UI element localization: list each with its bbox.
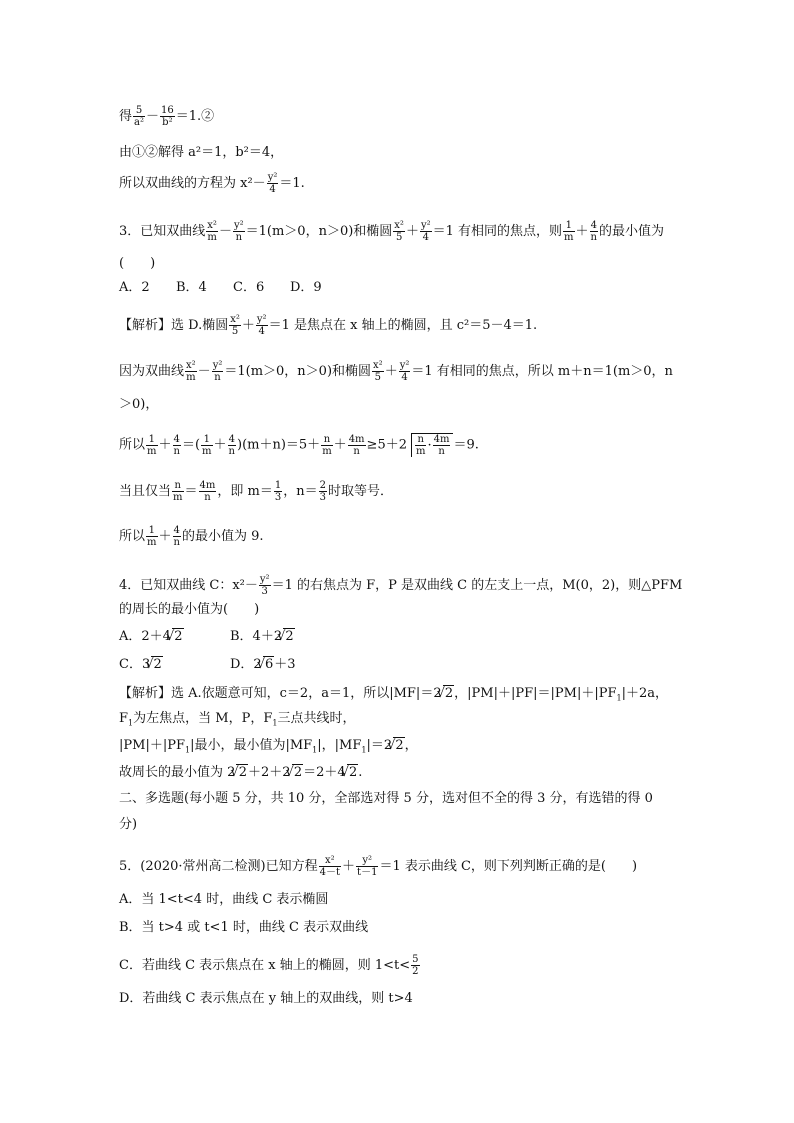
numerator: y² — [233, 220, 244, 231]
numerator: 4 — [173, 433, 180, 445]
denominator: n — [353, 445, 360, 457]
question-4-stem-line-2: 的周长的最小值为( ) — [119, 602, 260, 617]
text: ＋ — [158, 437, 172, 453]
option-a: A．2 — [119, 280, 150, 295]
denominator: m — [147, 445, 157, 457]
numerator: y² — [399, 360, 410, 371]
numerator: 4 — [590, 220, 597, 231]
fraction — [133, 105, 145, 128]
text: ＝1 是焦点在 x 轴上的椭圆，且 c²＝5－4＝1. — [268, 318, 538, 333]
text: ，|PM|＋|PF|＝|PM|＋|PF — [454, 686, 617, 701]
text: B．4＋2 — [230, 629, 283, 644]
text: 5．(2020·常州高二检测)已知方程 — [119, 859, 318, 874]
fraction — [399, 360, 411, 383]
question-5-option-c — [119, 954, 421, 977]
text: ＋ — [342, 859, 356, 874]
text: |＝2 — [366, 738, 393, 753]
text: ＝1. — [279, 176, 305, 191]
numerator: x² — [230, 314, 240, 325]
fraction — [420, 220, 432, 243]
denominator: n — [173, 445, 180, 457]
numerator: 5 — [412, 954, 419, 965]
numerator: y² — [259, 574, 270, 585]
fraction — [411, 954, 419, 977]
answer-4-line-1 — [119, 685, 668, 702]
numerator: y² — [420, 220, 431, 231]
fraction — [146, 434, 157, 457]
denominator: 5 — [231, 326, 239, 337]
question-5-stem — [119, 855, 637, 878]
answer-4-line-2 — [119, 711, 355, 727]
text: － — [146, 109, 160, 124]
option-c — [119, 656, 230, 673]
text: 4．已知双曲线 C：x²－ — [119, 578, 258, 593]
text: ，n＝ — [283, 484, 318, 499]
text: ＝2＋4 — [303, 765, 346, 780]
fraction — [172, 480, 183, 503]
solve-line: 由①②解得 a²＝1，b²＝4， — [119, 145, 284, 160]
fraction — [206, 220, 218, 243]
numerator: x² — [394, 220, 404, 231]
question-5-option-a: A．当 1<t<4 时，曲线 C 表示椭圆 — [119, 892, 329, 907]
text: ＋ — [384, 364, 398, 379]
denominator: m — [415, 446, 426, 457]
denominator: 4－t — [319, 867, 341, 878]
denominator: 4 — [422, 232, 429, 243]
denominator: n — [235, 232, 243, 243]
numerator: n — [172, 480, 183, 492]
text: － — [197, 364, 211, 379]
text: ＋ — [241, 318, 255, 333]
text: ＋ — [333, 437, 347, 453]
answer-3-line-5 — [119, 480, 393, 503]
answer-3-line-6 — [119, 525, 264, 548]
question-3-options — [119, 280, 322, 296]
text: 3．已知双曲线 — [119, 224, 206, 239]
numerator: 4 — [228, 433, 235, 445]
text: ，即 m＝ — [217, 484, 273, 499]
text: 【解析】选 D.椭圆 — [119, 318, 229, 333]
denominator: 4 — [401, 372, 408, 383]
text: － — [218, 224, 232, 239]
text: 【解析】选 A.依题意可知，c＝2，a＝1，所以|MF|＝2 — [119, 686, 442, 701]
fraction — [590, 220, 598, 243]
fraction — [233, 220, 245, 243]
question-4-options-row-2 — [119, 656, 296, 673]
text: )(m＋n)＝5＋ — [237, 437, 321, 453]
eq-line-2 — [119, 105, 214, 128]
answer-3-line-1 — [119, 314, 537, 337]
denominator: 3 — [261, 586, 268, 597]
fraction — [433, 434, 451, 457]
fraction — [415, 434, 426, 457]
text: 的最小值为 — [599, 224, 665, 239]
denominator: n — [214, 372, 221, 383]
option-b — [230, 628, 295, 645]
text: ， — [404, 738, 418, 753]
text: A．2＋4 — [119, 629, 171, 644]
numerator: y² — [256, 314, 267, 325]
hyperbola-equation-line — [119, 172, 305, 195]
text: ＝1 的右焦点为 F，P 是双曲线 C 的左支上一点，M(0，2)，则△PFM — [271, 578, 683, 593]
radical: √ 2 — [347, 764, 359, 781]
fraction — [356, 855, 378, 878]
radical: √ 6 — [263, 656, 275, 673]
denominator: n — [590, 232, 597, 243]
numerator: x² — [186, 360, 196, 371]
fraction — [321, 434, 332, 457]
fraction — [146, 525, 157, 548]
fraction — [348, 434, 366, 457]
text: 三点共线时， — [277, 711, 356, 726]
text: ＝9. — [453, 437, 479, 453]
denominator: m — [207, 232, 217, 243]
option-a — [119, 628, 230, 645]
section-2-heading-line-2: 分) — [119, 817, 138, 832]
denominator: m — [173, 492, 183, 503]
question-4-stem — [119, 574, 682, 597]
text: C．若曲线 C 表示焦点在 x 轴上的椭圆，则 1<t< — [119, 958, 411, 973]
numerator: 4m — [348, 433, 365, 445]
answer-3-line-4 — [119, 433, 479, 457]
text: ＋3 — [274, 657, 296, 672]
fraction — [228, 434, 236, 457]
denominator: m — [564, 232, 574, 243]
fraction — [393, 220, 405, 243]
answer-3-line-3: ＞0)， — [119, 397, 159, 412]
radical: √ 2 — [283, 628, 295, 645]
fraction — [173, 434, 181, 457]
text: D．2 — [230, 657, 262, 672]
fraction — [185, 360, 197, 383]
fraction — [267, 172, 279, 195]
option-d — [230, 656, 296, 673]
text: ＋2＋2 — [247, 765, 291, 780]
text: |，|MF — [317, 738, 362, 753]
radical: √ 2 — [172, 628, 184, 645]
radical: √ 2 — [393, 737, 405, 754]
fraction — [372, 360, 384, 383]
denominator: 3 — [319, 492, 326, 503]
fraction — [229, 314, 241, 337]
denominator: 3 — [274, 492, 282, 503]
denominator: n — [173, 537, 180, 548]
text: F — [119, 711, 129, 726]
question-4-options-row-1 — [119, 628, 295, 645]
answer-4-line-3 — [119, 737, 418, 754]
numerator: 4m — [199, 480, 216, 491]
radical — [411, 433, 453, 457]
text: 时取等号． — [327, 484, 393, 499]
text: 因为双曲线 — [119, 364, 185, 379]
numerator: x² — [373, 360, 383, 371]
numerator: 4 — [173, 525, 180, 536]
text: ＝1(m＞0，n＞0)和椭圆 — [224, 364, 372, 379]
denominator: 4 — [258, 326, 265, 337]
denominator: m — [322, 445, 332, 457]
fraction — [256, 314, 268, 337]
denominator: 5 — [395, 232, 403, 243]
section-2-heading: 二、多选题(每小题 5 分，共 10 分，全部选对得 5 分，选对但不全的得 3 分，有选错的得 0 — [119, 791, 653, 806]
fraction — [173, 525, 181, 548]
numerator: 1 — [563, 220, 574, 232]
denominator: m — [202, 445, 212, 457]
numerator: 5 — [133, 105, 145, 117]
subscript: 1 — [272, 718, 278, 728]
denominator: n — [204, 492, 211, 503]
numerator: x² — [319, 855, 341, 867]
answer-3-line-2 — [119, 360, 673, 383]
subscript: 1 — [184, 745, 191, 755]
numerator: 2 — [319, 480, 326, 491]
denominator: m — [186, 372, 196, 383]
fraction — [199, 480, 217, 503]
denominator: t－1 — [357, 867, 378, 878]
fraction — [160, 105, 175, 128]
fraction — [319, 480, 327, 503]
text: 当且仅当 — [119, 484, 172, 499]
text: ＋ — [213, 437, 227, 453]
fraction — [201, 434, 212, 457]
denominator: 2 — [412, 966, 419, 977]
question-5-option-b: B．当 t>4 或 t<1 时，曲线 C 表示双曲线 — [119, 920, 369, 935]
fraction — [274, 480, 282, 503]
numerator: 1 — [274, 480, 282, 491]
text: . — [358, 765, 363, 780]
text: C．3 — [119, 657, 151, 672]
question-5-option-d: D．若曲线 C 表示焦点在 y 轴上的双曲线，则 t>4 — [119, 991, 413, 1006]
text: ＝1 有相同的焦点，所以 m＋n＝1(m＞0，n — [411, 364, 673, 379]
text: |PM|＋|PF — [119, 738, 185, 753]
numerator: 1 — [146, 525, 157, 537]
text: |＋2a， — [621, 686, 668, 701]
text: 所以双曲线的方程为 x²－ — [119, 176, 266, 191]
option-d: D．9 — [290, 280, 322, 295]
text: ＋ — [158, 529, 172, 544]
text: ＝1 有相同的焦点，则 — [432, 224, 563, 239]
text: · — [427, 438, 432, 453]
fraction — [259, 574, 271, 597]
denominator: n — [228, 445, 235, 457]
question-3-stem — [119, 220, 664, 243]
fraction — [563, 220, 574, 243]
text: ＝ — [184, 484, 198, 499]
text: 故周长的最小值为 2 — [119, 765, 236, 780]
text: ＝( — [181, 437, 201, 453]
numerator: 1 — [201, 434, 212, 446]
answer-4-line-4 — [119, 764, 362, 781]
text: 为左焦点，当 M，P，F — [133, 711, 273, 726]
numerator: n — [321, 434, 332, 446]
option-b: B．4 — [176, 280, 207, 295]
numerator: y² — [267, 172, 278, 183]
radical: √ 2 — [292, 764, 304, 781]
question-3-paren: ( ) — [119, 256, 156, 271]
numerator: n — [415, 434, 426, 446]
subscript: 1 — [128, 718, 134, 728]
denominator: 5 — [374, 372, 382, 383]
fraction — [212, 360, 224, 383]
numerator: x² — [207, 220, 217, 231]
text: 得 — [119, 109, 133, 124]
option-c: C．6 — [233, 280, 265, 295]
text: ＋ — [405, 224, 419, 239]
subscript: 1 — [361, 745, 367, 755]
radical: √ 2 — [236, 764, 248, 781]
subscript: 1 — [312, 745, 318, 755]
denominator: 4 — [269, 184, 276, 195]
numerator: 4m — [433, 434, 450, 445]
radical: √ 2 — [443, 685, 455, 702]
numerator: 16 — [161, 105, 174, 116]
text: 所以 — [119, 529, 146, 544]
denominator: m — [147, 537, 157, 548]
text: ＝1(m＞0，n＞0)和椭圆 — [245, 224, 393, 239]
numerator: y² — [212, 360, 223, 371]
text: 的最小值为 9. — [181, 529, 264, 544]
denominator: b² — [162, 117, 173, 128]
text: 所以 — [119, 437, 146, 453]
text: ≥5＋2 — [366, 437, 407, 453]
denominator: a² — [134, 117, 144, 128]
text: ＋ — [575, 224, 589, 239]
numerator: 1 — [146, 434, 157, 446]
text: ＝1 表示曲线 C，则下列判断正确的是( ) — [379, 859, 638, 874]
subscript: 1 — [616, 693, 622, 703]
numerator: y² — [356, 855, 378, 867]
radical: √ 2 — [151, 656, 163, 673]
denominator: n — [438, 446, 445, 457]
text: |最小，最小值为|MF — [190, 738, 313, 753]
fraction — [319, 855, 341, 878]
text: ＝1.② — [175, 109, 215, 124]
